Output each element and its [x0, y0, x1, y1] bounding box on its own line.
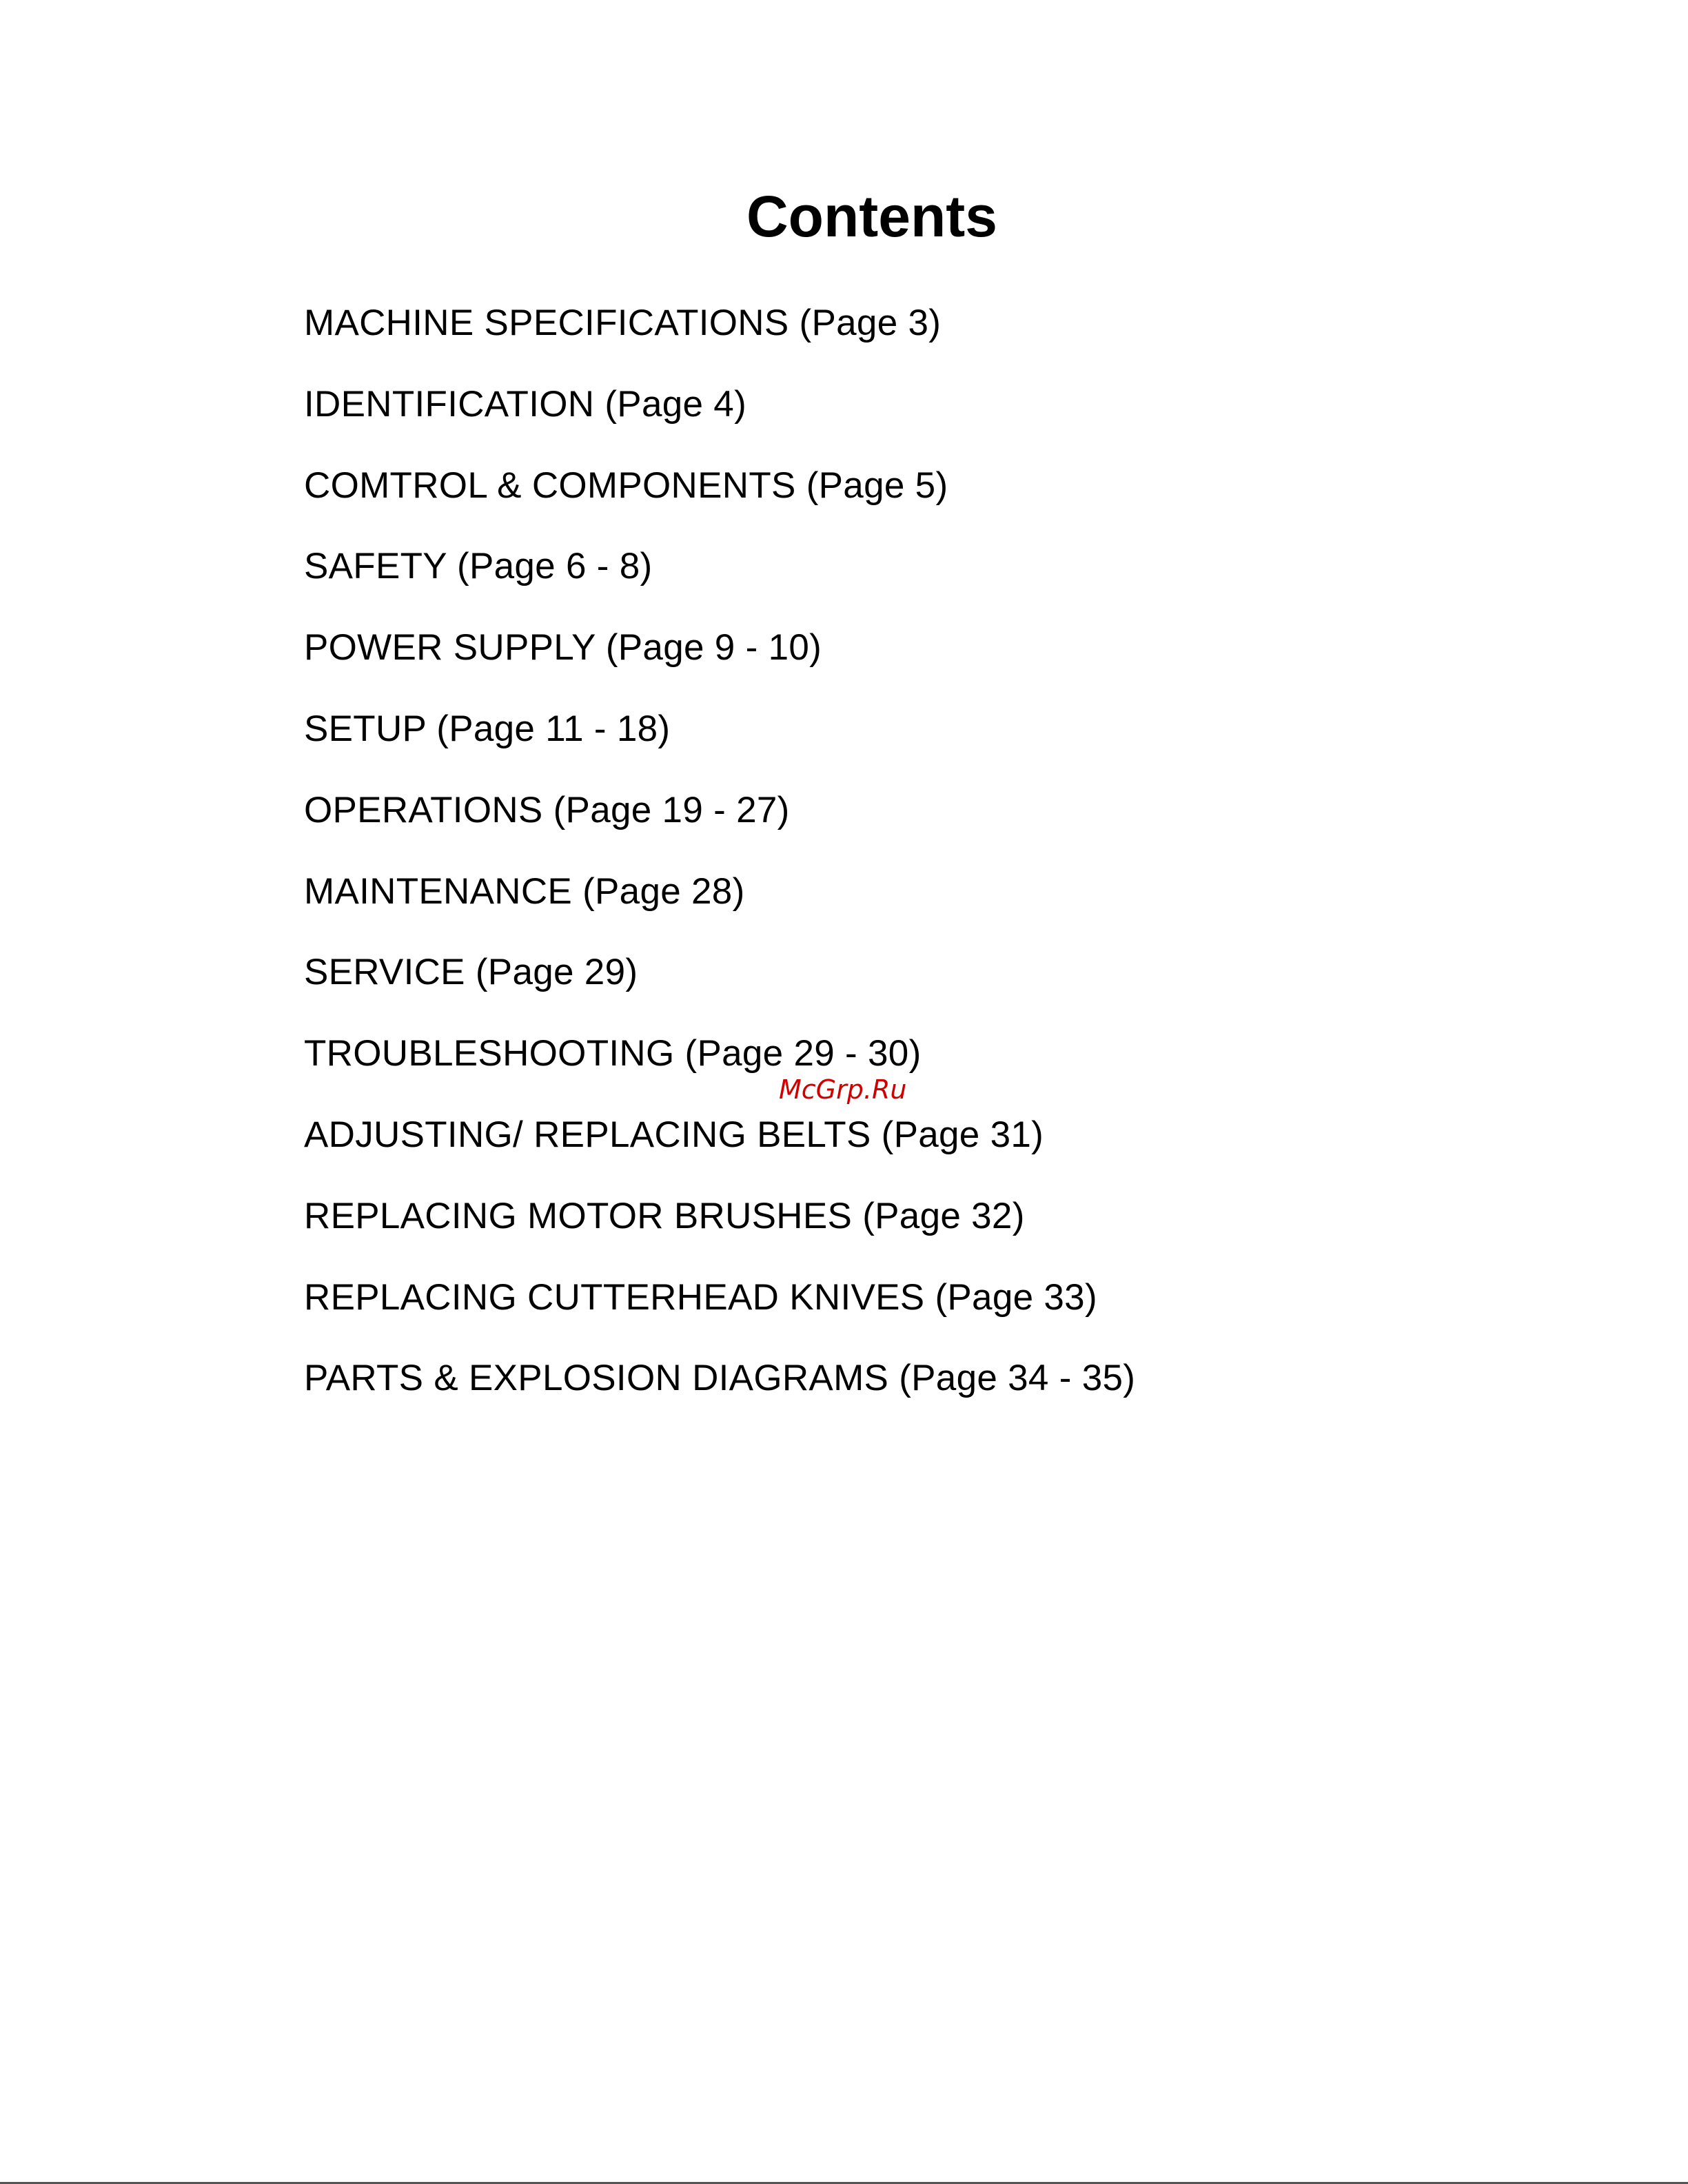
toc-item-parts-diagrams: PARTS & EXPLOSION DIAGRAMS (Page 34 - 35)	[304, 1358, 1136, 1399]
toc-item-setup: SETUP (Page 11 - 18)	[304, 708, 671, 749]
toc-item-identification: IDENTIFICATION (Page 4)	[304, 383, 747, 425]
table-of-contents	[304, 283, 1135, 1419]
toc-item-power-supply: POWER SUPPLY (Page 9 - 10)	[304, 627, 822, 669]
toc-item-cutterhead-knives: REPLACING CUTTERHEAD KNIVES (Page 33)	[304, 1276, 1097, 1318]
watermark: McGrp.Ru	[779, 1074, 907, 1105]
page-title: Contents	[746, 184, 997, 249]
toc-item-machine-specifications: MACHINE SPECIFICATIONS (Page 3)	[304, 303, 942, 343]
toc-item-control-components: COMTROL & COMPONENTS (Page 5)	[304, 465, 948, 506]
toc-item-adjusting-belts: ADJUSTING/ REPLACING BELTS (Page 31)	[304, 1114, 1044, 1155]
toc-item-troubleshooting: TROUBLESHOOTING (Page 29 - 30)	[304, 1033, 922, 1074]
toc-item-operations: OPERATIONS (Page 19 - 27)	[304, 789, 790, 830]
toc-item-maintenance: MAINTENANCE (Page 28)	[304, 870, 745, 912]
toc-item-service: SERVICE (Page 29)	[304, 952, 638, 993]
toc-item-motor-brushes: REPLACING MOTOR BRUSHES (Page 32)	[304, 1195, 1025, 1236]
toc-item-safety: SAFETY (Page 6 - 8)	[304, 546, 653, 587]
